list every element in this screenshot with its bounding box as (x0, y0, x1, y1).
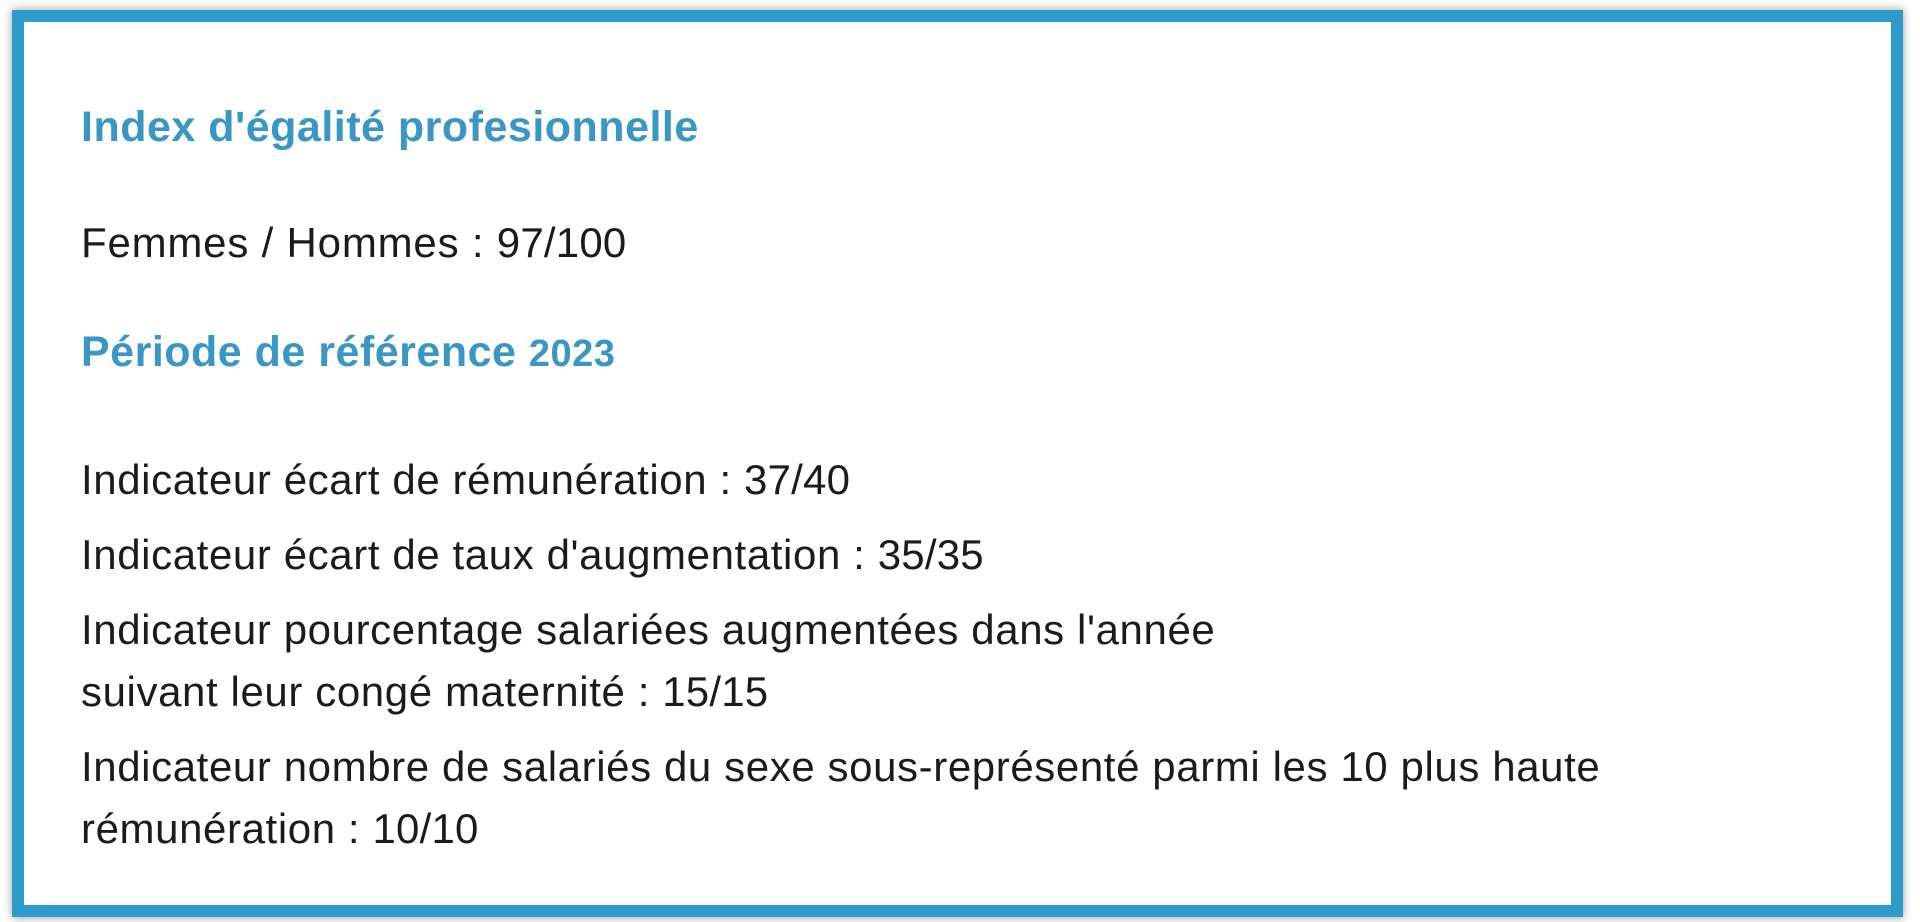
period-heading (81, 325, 1851, 381)
indicator-line (81, 798, 1851, 860)
period-year: 2023 (528, 333, 616, 375)
score-value: 97/100 (496, 219, 627, 266)
indicator-label: Indicateur écart de rémunération : (81, 456, 732, 503)
indicator-list (81, 449, 1851, 860)
indicator-label-line2: rémunération : (81, 805, 361, 852)
report-card (12, 10, 1903, 917)
indicator-label-line1: Indicateur pourcentage salariées augmentées dans l'année (81, 606, 1216, 653)
period-heading-label: Période de référence (81, 328, 517, 376)
score-label: Femmes / Hommes : (81, 219, 485, 266)
page-title: Index d'égalité profesionnelle (81, 103, 699, 151)
indicator-label: Indicateur écart de taux d'augmentation : (81, 531, 866, 578)
global-score-line (81, 216, 1851, 270)
indicator-line (81, 449, 1851, 511)
report-content (24, 22, 1891, 860)
indicator-line (81, 661, 1851, 723)
indicator-taux-augmentation (81, 524, 1851, 586)
indicator-conge-maternite (81, 599, 1851, 723)
indicator-hautes-remunerations (81, 736, 1851, 860)
indicator-label-line2: suivant leur congé maternité : (81, 668, 650, 715)
indicator-label-line1: Indicateur nombre de salariés du sexe sous-représenté parmi les 10 plus haute (81, 743, 1601, 790)
indicator-value: 15/15 (662, 668, 769, 715)
indicator-value: 10/10 (372, 805, 479, 852)
indicator-line (81, 524, 1851, 586)
indicator-remuneration (81, 449, 1851, 511)
indicator-value: 37/40 (744, 456, 851, 503)
indicator-value: 35/35 (877, 531, 984, 578)
